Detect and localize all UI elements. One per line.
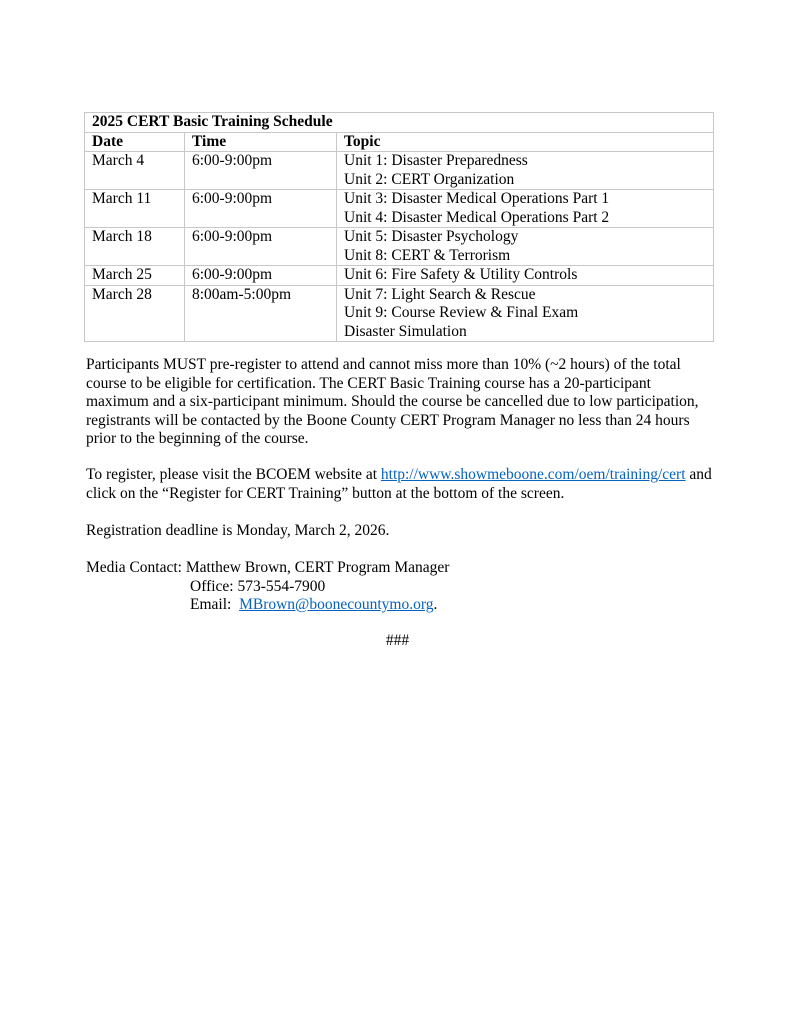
contact-label: Media Contact: <box>86 559 186 576</box>
schedule-row <box>85 152 714 190</box>
schedule-topic-cell <box>337 152 714 190</box>
schedule-topic-item: Disaster Simulation <box>344 322 467 340</box>
schedule-topic-item: Unit 5: Disaster Psychology <box>344 228 519 245</box>
schedule-row <box>85 228 714 266</box>
contact-email-suffix: . <box>433 596 438 613</box>
schedule-title: 2025 CERT Basic Training Schedule <box>85 113 714 133</box>
registration-prefix: To register, please visit the BCOEM website at <box>86 466 381 483</box>
schedule-topic-item: Unit 9: Course Review & Final Exam <box>344 304 579 321</box>
schedule-topic-item: Unit 8: CERT & Terrorism <box>344 246 511 264</box>
schedule-date-cell: March 25 <box>85 266 185 286</box>
header-date: Date <box>85 132 185 152</box>
schedule-topic-item: Unit 7: Light Search & Rescue <box>344 285 536 303</box>
schedule-row <box>85 285 714 342</box>
schedule-time-cell: 6:00-9:00pm <box>185 190 337 228</box>
contact-office: Office: 573-554-7900 <box>190 577 326 595</box>
schedule-date-cell: March 18 <box>85 228 185 266</box>
header-time: Time <box>185 132 337 152</box>
schedule-time-cell: 6:00-9:00pm <box>185 266 337 286</box>
schedule-topic-cell <box>337 190 714 228</box>
end-of-release-mark: ### <box>385 632 410 649</box>
media-contact-block <box>86 559 716 615</box>
schedule-header-row <box>85 132 714 152</box>
contact-email-label: Email: <box>190 596 240 613</box>
schedule-row <box>85 190 714 228</box>
schedule-topic-item: Unit 6: Fire Safety & Utility Controls <box>344 266 578 283</box>
contact-office-row <box>86 578 716 597</box>
header-topic: Topic <box>337 132 714 152</box>
registration-paragraph <box>86 466 716 503</box>
contact-name: Matthew Brown, CERT Program Manager <box>185 559 450 576</box>
deadline-paragraph: Registration deadline is Monday, March 2, 2026. <box>86 522 390 539</box>
schedule-date-cell: March 28 <box>85 285 185 342</box>
schedule-topic-cell <box>337 266 714 286</box>
schedule-time-cell: 6:00-9:00pm <box>185 152 337 190</box>
schedule-title-row <box>85 113 714 133</box>
registration-link[interactable]: http://www.showmeboone.com/oem/training/cert <box>380 466 686 483</box>
schedule-topic-item: Unit 3: Disaster Medical Operations Part 1 <box>344 190 610 207</box>
schedule-date-cell: March 4 <box>85 152 185 190</box>
contact-email-link[interactable]: MBrown@boonecountymo.org <box>239 596 434 613</box>
contact-name-row <box>86 559 716 578</box>
schedule-date-cell: March 11 <box>85 190 185 228</box>
schedule-topic-item: Unit 2: CERT Organization <box>344 170 515 188</box>
contact-email-row <box>86 596 716 615</box>
schedule-topic-item: Unit 1: Disaster Preparedness <box>344 152 528 169</box>
schedule-topic-item: Unit 4: Disaster Medical Operations Part 2 <box>344 208 610 226</box>
schedule-time-cell: 6:00-9:00pm <box>185 228 337 266</box>
registration-suffix: and click on the “Register for CERT Training” button at the bottom of the screen. <box>86 466 712 502</box>
training-schedule-table <box>84 112 714 342</box>
schedule-topic-cell <box>337 228 714 266</box>
requirements-paragraph: Participants MUST pre-register to attend and cannot miss more than 10% (~2 hours) of the total course to be eligible for certification. The CERT Basic Training course has a 20-participant maximum and a six-participant minimum. Should the course be cancelled due to low participation, registrants will be contacted by the Boone County CERT Program Manager no less than 24 hours prior to the beginning of the course. <box>86 356 699 447</box>
schedule-topic-cell <box>337 285 714 342</box>
schedule-row <box>85 266 714 286</box>
schedule-time-cell: 8:00am-5:00pm <box>185 285 337 342</box>
